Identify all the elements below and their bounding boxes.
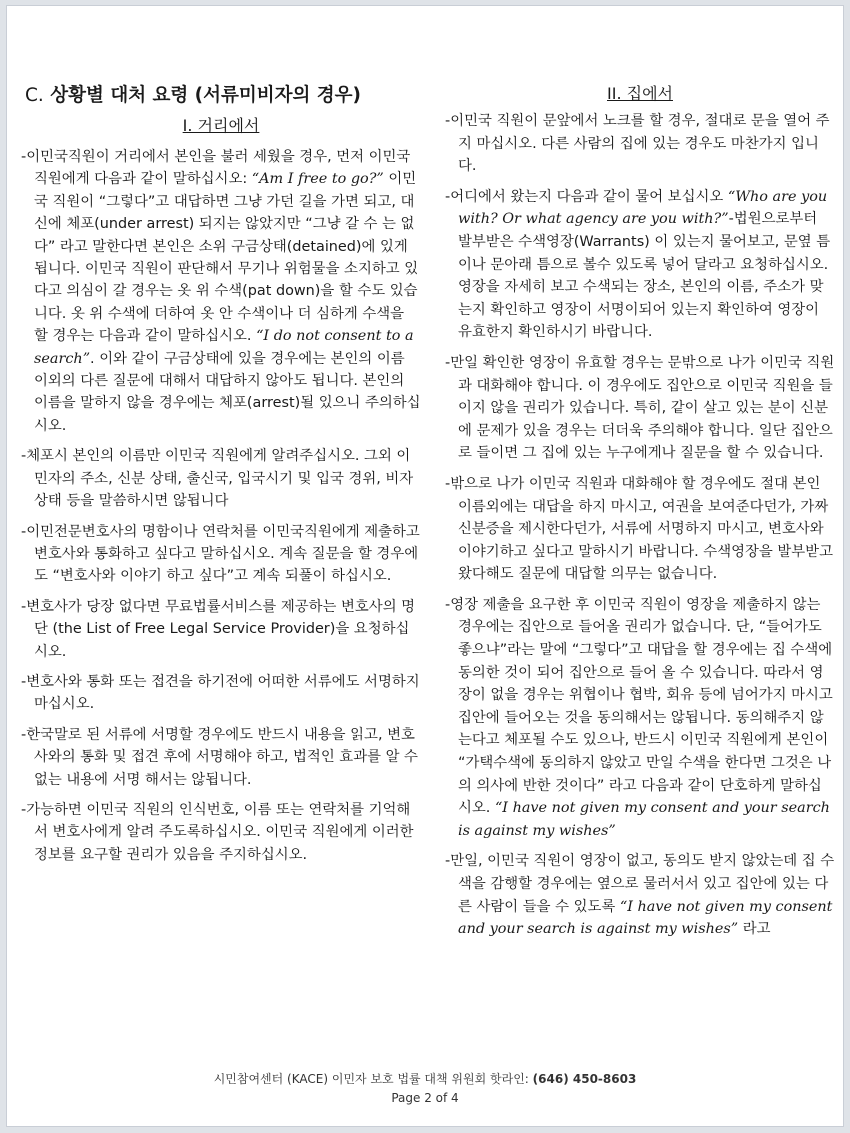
page-number: Page 2 of 4 (391, 1091, 459, 1105)
paragraph-korean-documents: -한국말로 된 서류에 서명할 경우에도 반드시 내용을 읽고, 변호사와의 통화 및 접견 후에 서명해야 하고, 법적인 효과를 알 수 없는 내용에 서명 해서는 않됩니다. (21, 726, 418, 788)
paragraph-free-legal-service: -변호사가 당장 없다면 무료법률서비스를 제공하는 변호사의 명단 (the List of Free Legal Service Provider)을 요청하십시오. (21, 598, 416, 660)
subtitle-home: II. 집에서 (607, 84, 673, 103)
paragraph-stopped-on-street: -이민국직원이 거리에서 본인을 불러 세웠을 경우, 먼저 이민국 직원에게 다음과 같이 말하십시오: “Am I free to go?” 이민국 직원이 “그렇다”고 대답하면 그냥 가던 길을 가면 되고, 대신에 체포(under arrest) 되지는 않았지만 “그냥 갈 수 는 없다” 라고 말한다면 본인은 소위 구금상태(detained)에 있게 됩니다. 이민국 직원이 판단해서 무기나 위험물을 소지하고 있다고 의심이 갈 경우는 옷 위 수색(pat down)을 할 수도 있습니다. 옷 위 수색에 더하여 옷 안 수색이나 더 심하게 수색을 할 경우는 다음과 같이 말하십시오. “I do not consent to a search”. 이와 같이 구금상태에 있을 경우에는 본인의 이름 이외의 다른 질문에 대해서 대답하지 않아도 됩니다. 본인의 이름을 말하지 않을 경우에는 체포(arrest)될 있으니 주의하십시오. (21, 149, 421, 434)
right-column (445, 81, 835, 949)
paragraph-no-warrant: -영장 제출을 요구한 후 이민국 직원이 영장을 제출하지 않는 경우에는 집안으로 들어올 권리가 없습니다. 단, “들어가도 좋으냐”라는 말에 “그렇다”고 대답을 할 경우에는 집 수색에 동의한 것이 되어 집안으로 들어 올 수 있습니다. 따라서 영장이 없을 경우는 위협이나 협박, 회유 등에 넘어가지 마시고 집안에 들어오는 것을 동의해서는 않됩니다. 동의해주지 않는다고 체포될 수도 있으나, 반드시 이민국 직원에게 본인이 “가택수색에 동의하지 않았고 만일 수색을 한다면 그것은 나의 의사에 반한 것이다” 라고 다음과 같이 단호하게 말하십시오. “I have not given my consent and your search is against my wishes” (445, 596, 833, 839)
paragraph-valid-warrant: -만일 확인한 영장이 유효할 경우는 문밖으로 나가 이민국 직원과 대화해야 합니다. 이 경우에도 집안으로 이민국 직원을 들이지 않을 권리가 있습니다. 특히, 같이 살고 있는 분이 신분에 문제가 있을 경우는 더더욱 주의해야 합니다. 일단 집안으로 들이면 그 집에 있는 누구에게나 질문을 할 수 있습니다. (445, 354, 835, 462)
section-title-text: 상황별 대처 요령 (서류미비자의 경우) (50, 85, 362, 106)
paragraph-do-not-open-door: -이민국 직원이 문앞에서 노크를 할 경우, 절대로 문을 열어 주지 마십시오. 다른 사람의 집에 있는 경우도 마찬가지 입니다. (445, 113, 830, 175)
left-column (21, 81, 421, 874)
paragraph-lawyer-contact: -이민전문변호사의 명함이나 연락처를 이민국직원에게 제출하고 변호사와 통화하고 싶다고 말하십시오. 계속 질문을 할 경우에도 “변호사와 이야기 하고 싶다”고 계속 되풀이 하십시오. (21, 523, 420, 585)
page-footer (7, 1070, 843, 1108)
subtitle-street: I. 거리에서 (182, 116, 260, 135)
section-title (25, 81, 421, 107)
paragraph-forced-search: -만일, 이민국 직원이 영장이 없고, 동의도 받지 않았는데 집 수색을 감행할 경우에는 옆으로 물러서서 있고 집안에 있는 다른 사람이 들을 수 있도록 “I have not given my consent and your search is against my wishes” 라고 (445, 853, 835, 938)
paragraph-ask-agency: -어디에서 왔는지 다음과 같이 물어 보십시오 “Who are you with? Or what agency are you with?”-법원으로부터 발부받은 수색영장(Warrants) 이 있는지 물어보고, 문옆 틈이나 문아래 틈으로 볼수 있도록 넣어 달라고 요청하십시오. 영장을 자세히 보고 수색되는 장소, 본인의 이름, 주소가 맞는지 확인하고 영장이 서명이되어 있는지 확인하여 영장이 유효한지 확인하시기 바랍니다. (445, 188, 831, 341)
paragraph-name-only: -체포시 본인의 이름만 이민국 직원에게 알려주십시오. 그외 이민자의 주소, 신분 상태, 출신국, 입국시기 및 입국 경위, 비자 상태 등을 말씀하시면 않됩니다 (21, 448, 414, 510)
paragraph-officer-id: -가능하면 이민국 직원의 인식번호, 이름 또는 연락처를 기억해서 변호사에게 알려 주도록하십시오. 이민국 직원에게 이러한 정보를 요구할 권리가 있음을 주지하십시오. (21, 801, 414, 863)
paragraph-talk-outside: -밖으로 나가 이민국 직원과 대화해야 할 경우에도 절대 본인 이름외에는 대답을 하지 마시고, 여권을 보여준다던가, 가짜 신분증을 제시한다던가, 서류에 서명하지 마시고, 변호사와 이야기하고 싶다고 말하시기 바랍니다. 수색영장을 발부받고 왔다해도 질문에 대답할 의무는 없습니다. (445, 475, 833, 583)
hotline-phone: (646) 450-8603 (532, 1072, 637, 1086)
document-page (6, 5, 844, 1127)
section-letter: C. (25, 85, 44, 106)
paragraph-do-not-sign: -변호사와 통화 또는 접견을 하기전에 어떠한 서류에도 서명하지 마십시오. (21, 673, 420, 713)
hotline-line: 시민참여센터 (KACE) 이민자 보호 법률 대책 위원회 핫라인: (646) 450-8603 (213, 1072, 637, 1086)
